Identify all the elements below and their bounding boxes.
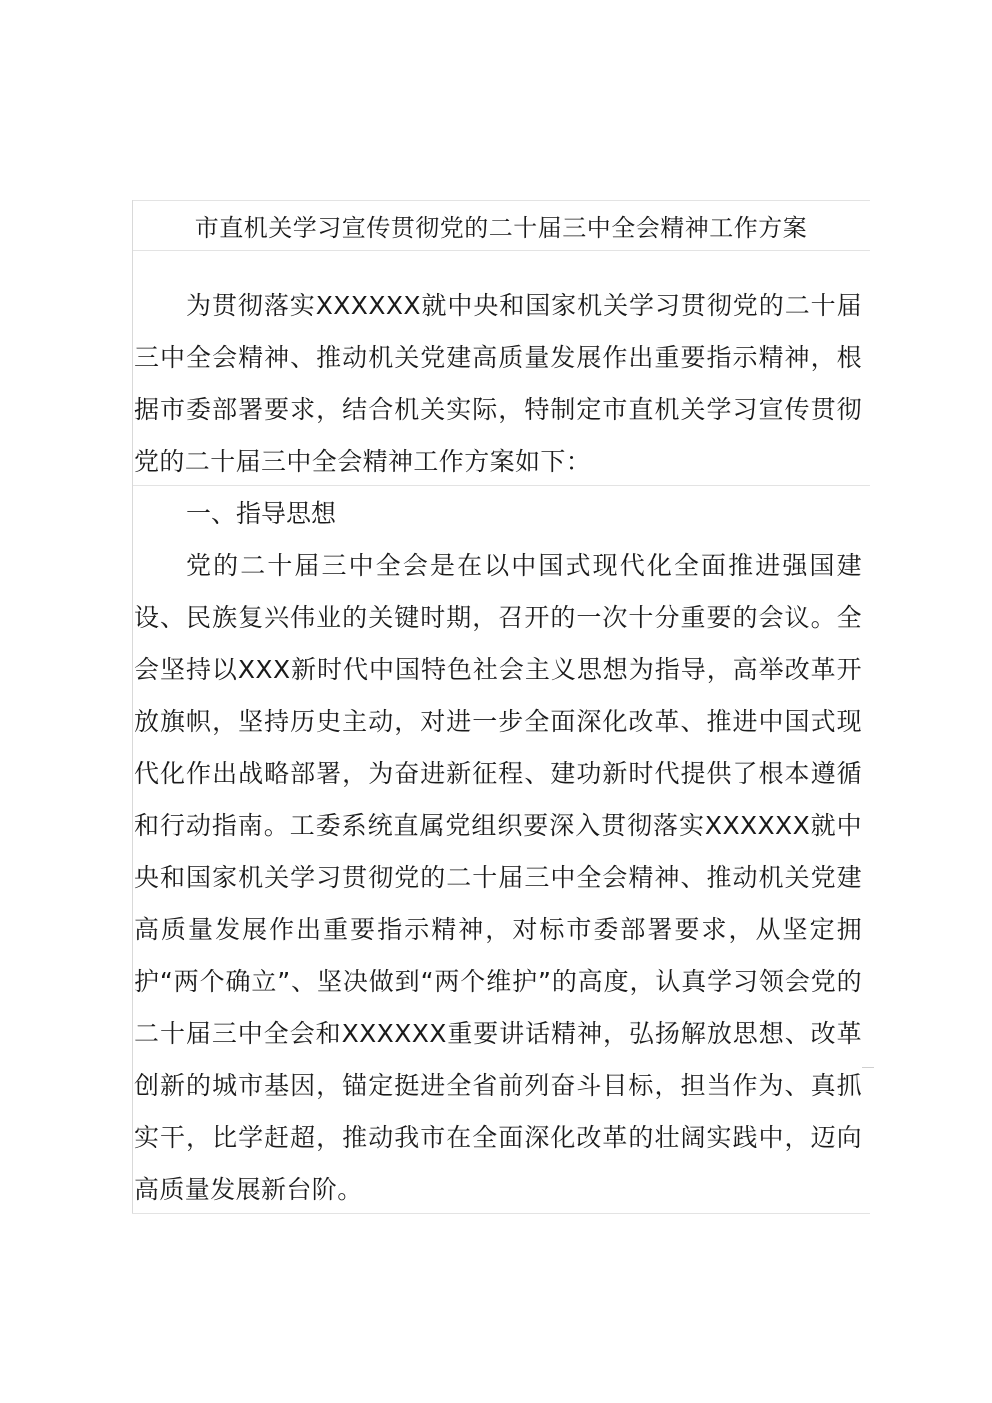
- margin-mark: [862, 1067, 874, 1068]
- title-rule: [132, 250, 870, 251]
- document-title: 市直机关学习宣传贯彻党的二十届三中全会精神工作方案: [194, 214, 808, 242]
- top-rule: [132, 200, 870, 201]
- section-paragraph: 党的二十届三中全会是在以中国式现代化全面推进强国建设、民族复兴伟业的关键时期，召开的一次十分重要的会议。全会坚持以XXX新时代中国特色社会主义思想为指导，高举改革开放旗帜，坚持历史主动，对进一步全面深化改革、推进中国式现代化作出战略部署，为奋进新征程、建功新时代提供了根本遵循和行动指南。工委系统直属党组织要深入贯彻落实XXXXXX就中央和国家机关学习贯彻党的二十届三中全会精神、推动机关党建高质量发展作出重要指示精神，对标市委部署要求，从坚定拥护“两个确立”、坚决做到“两个维护”的高度，认真学习领会党的二十届三中全会和XXXXXX重要讲话精神，弘扬解放思想、改革创新的城市基因，锚定挺进全省前列奋斗目标，担当作为、真抓实干，比学赶超，推动我市在全面深化改革的壮阔实践中，迈向高质量发展新台阶。: [134, 551, 862, 1204]
- section-heading: 一、指导思想: [186, 499, 337, 528]
- left-margin-rule: [132, 200, 133, 1213]
- intro-paragraph: 为贯彻落实XXXXXX就中央和国家机关学习贯彻党的二十届三中全会精神、推动机关党建高质量发展作出重要指示精神，根据市委部署要求，结合机关实际，特制定市直机关学习宣传贯彻党的二十届三中全会精神工作方案如下：: [134, 291, 862, 476]
